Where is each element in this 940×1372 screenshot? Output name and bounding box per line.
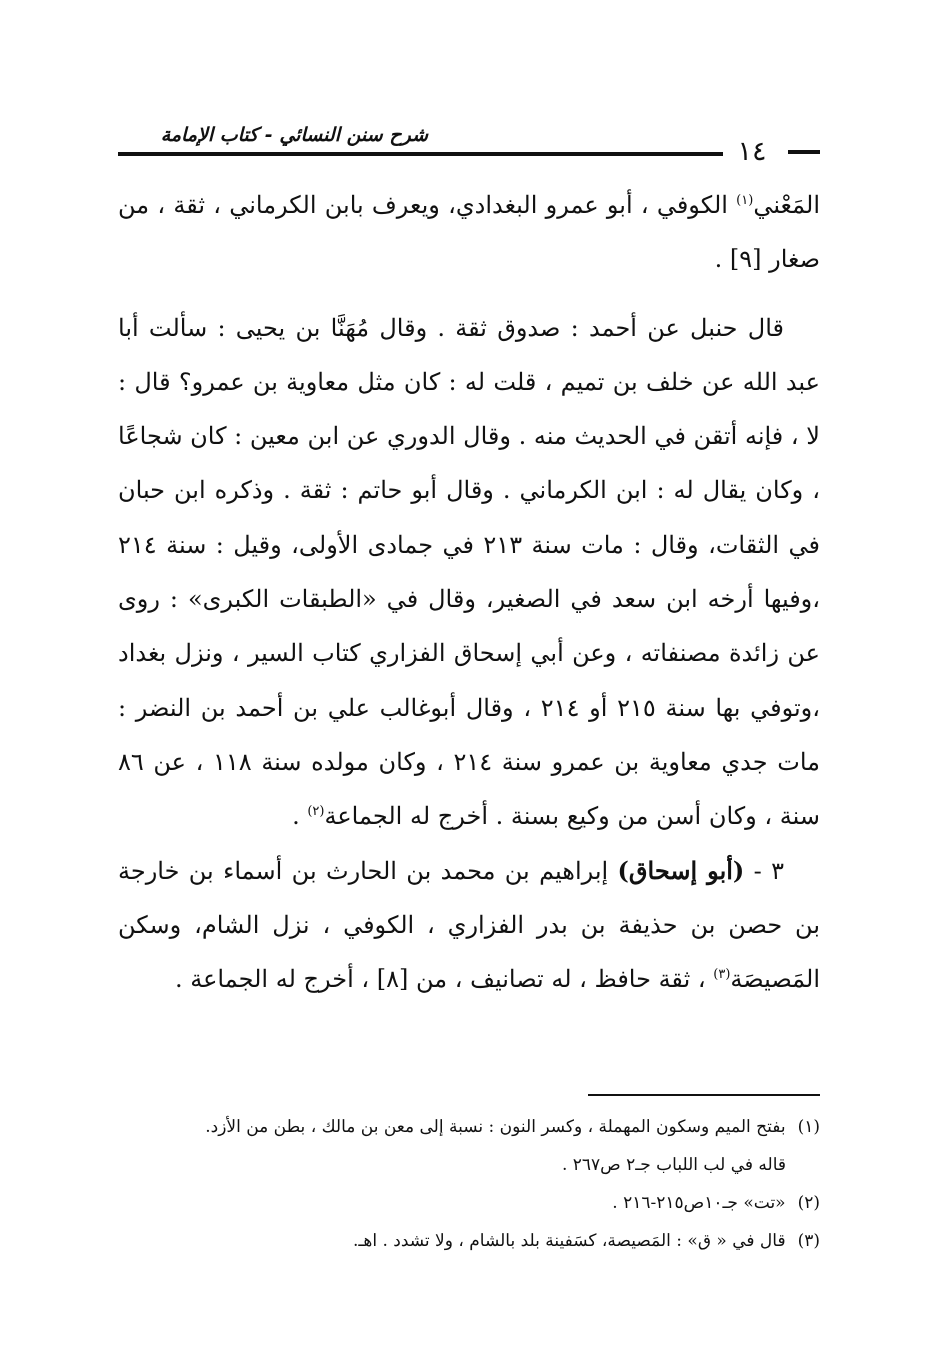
body-text — [118, 178, 820, 1006]
paragraph-2 — [118, 301, 820, 844]
paragraph-3 — [118, 844, 820, 1007]
footnote-ref-2: (٢) — [307, 804, 325, 820]
footnote-2 — [110, 1184, 820, 1222]
page-number: ١٤ — [737, 136, 767, 167]
running-title: شرح سنن النسائي - كتاب الإمامة — [160, 124, 428, 146]
footnote-1-continuation: قاله في لب اللباب جـ٢ ص٢٦٧ . — [561, 1155, 786, 1175]
footnote-3 — [110, 1222, 820, 1260]
paragraph-2-end: . — [292, 802, 308, 831]
footnote-1-marker: (١) — [797, 1117, 820, 1137]
footnote-ref-1: (١) — [736, 193, 754, 208]
footnote-3-marker: (٣) — [797, 1231, 820, 1251]
paragraph-1-text: الكوفي ، أبو عمرو البغدادي، ويعرف بابن الكرماني ، ثقة ، من صغار [٩] . — [118, 191, 820, 274]
page-number-dash — [788, 150, 820, 154]
footnote-1-text: بفتح الميم وسكون المهملة ، وكسر النون : نسبة إلى معن بن مالك ، بطن من الأزد. — [205, 1117, 786, 1137]
footnote-ref-3: (٣) — [713, 967, 731, 983]
paragraph-gap — [118, 287, 820, 301]
header-rule — [118, 152, 723, 156]
narrator-nisba: المَعْني — [753, 191, 820, 219]
footnote-3-text: قال في « ق» : المَصيصة، كسَفينة بلد بالشام ، ولا تشدد . اهـ. — [352, 1231, 786, 1251]
paragraph-2-text: قال حنبل عن أحمد : صدوق ثقة . وقال مُهَنَّا بن يحيى : سألت أبا عبد الله عن خلف بن تميم ، قلت له : كان مثل معاوية بن عمرو؟ قال : لا ، فإنه أتقن في الحديث منه . وقال الدوري عن ابن معين : كان شجاعًا ، وكان يقال له : ابن الكرماني . وقال أبو حاتم : ثقة . وذكره ابن حبان في الثقات، وقال : مات سنة ٢١٣ في جمادى الأولى، وقيل : سنة ٢١٤ ،وفيها أرخه ابن سعد في الصغير، وقال في «الطبقات الكبرى» : روى عن زائدة مصنفاته ، وعن أبي إسحاق الفزاري كتاب السير ، ونزل بغداد ،وتوفي بها سنة ٢١٥ أو ٢١٤ ، وقال أبوغالب علي بن أحمد بن النضر : مات جدي معاوية بن عمرو سنة ٢١٤ ، وكان مولده سنة ١١٨ ، عن ٨٦ سنة ، وكان أسن من وكيع بسنة . أخرج له الجماعة — [118, 313, 821, 831]
footnote-2-marker: (٢) — [797, 1193, 820, 1213]
footnotes — [110, 1108, 820, 1260]
narrator-kunya: (أبو إسحاق) — [617, 855, 745, 885]
footnote-1 — [110, 1108, 820, 1146]
footnote-2-text: «تت» جـ١٠ص٢١٥-٢١٦ . — [612, 1193, 786, 1213]
footnote-rule — [588, 1094, 820, 1096]
paragraph-1 — [118, 178, 820, 287]
paragraph-3-end: ، ثقة حافظ ، له تصانيف ، من [٨] ، أخرج له الجماعة . — [174, 965, 714, 994]
paragraph-3-text: إبراهيم بن محمد بن الحارث بن أسماء بن خارجة بن حصن بن حذيفة بن بدر الفزاري ، الكوفي ، نزل الشام، وسكن المَصيصَة — [118, 856, 820, 994]
entry-number: ٣ - — [744, 856, 784, 885]
